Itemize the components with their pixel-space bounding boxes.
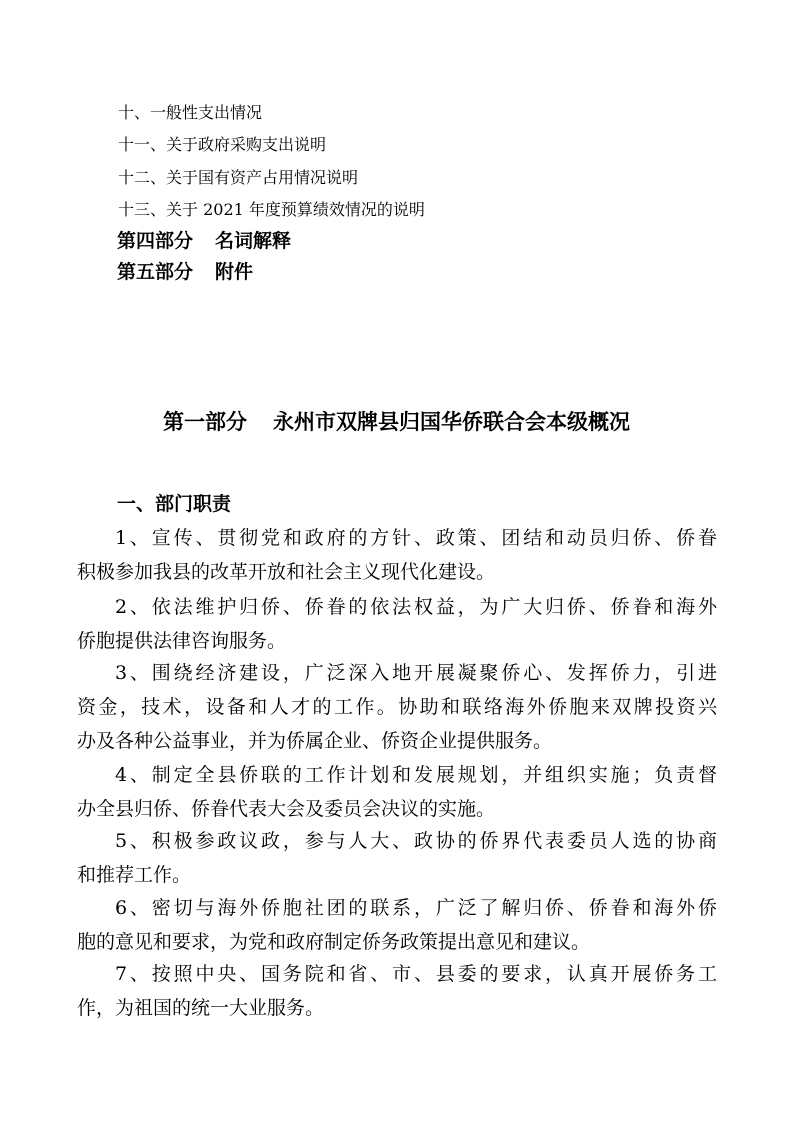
toc-item-general-expenditure[interactable]: 十、一般性支出情况 (118, 103, 263, 122)
duty-line: 和推荐工作。 (77, 864, 192, 886)
duty-line: 办及各种公益事业，并为侨属企业、侨资企业提供服务。 (77, 730, 553, 752)
duty-line: 侨胞提供法律咨询服务。 (77, 630, 287, 652)
toc-part-title: 名词解释 (215, 230, 292, 252)
duty-line: 3、围绕经济建设，广泛深入地开展凝聚侨心、发挥侨力，引进 (115, 662, 717, 684)
toc-item-state-assets[interactable]: 十二、关于国有资产占用情况说明 (118, 168, 359, 187)
duty-line: 积极参加我县的改革开放和社会主义现代化建设。 (77, 561, 496, 583)
part-one-title (0, 407, 793, 437)
part-heading: 永州市双牌县归国华侨联合会本级概况 (273, 410, 630, 434)
duty-paragraph (77, 521, 717, 589)
duty-line: 胞的意见和要求，为党和政府制定侨务政策提出意见和建议。 (77, 931, 591, 953)
toc-part-four[interactable] (117, 229, 291, 253)
section-heading-department-duties: 一、部门职责 (117, 493, 232, 515)
duty-paragraph (77, 656, 717, 758)
duty-line: 4、制定全县侨联的工作计划和发展规划，并组织实施；负责督 (115, 764, 717, 786)
duty-paragraph (77, 824, 717, 892)
duty-line: 1、宣传、贯彻党和政府的方针、政策、团结和动员归侨、侨眷 (115, 527, 717, 549)
toc-item-government-procurement[interactable]: 十一、关于政府采购支出说明 (118, 135, 327, 154)
duty-line: 2、依法维护归侨、侨眷的依法权益，为广大归侨、侨眷和海外 (115, 596, 717, 618)
toc-part-five[interactable] (117, 260, 253, 284)
toc-part-number: 第五部分 (117, 261, 194, 283)
toc-part-title: 附件 (215, 261, 254, 283)
duty-paragraph (77, 957, 717, 1025)
duty-paragraph (77, 590, 717, 658)
toc-item-performance-2021[interactable]: 十三、关于 2021 年度预算绩效情况的说明 (118, 200, 425, 219)
toc-part-number: 第四部分 (117, 230, 194, 252)
duty-line: 作，为祖国的统一大业服务。 (77, 997, 325, 1019)
duty-line: 7、按照中央、国务院和省、市、县委的要求，认真开展侨务工 (115, 963, 717, 985)
duty-line: 5、积极参政议政，参与人大、政协的侨界代表委员人选的协商 (115, 830, 717, 852)
part-number: 第一部分 (163, 410, 247, 434)
duty-line: 资金，技术，设备和人才的工作。协助和联络海外侨胞来双牌投资兴 (77, 696, 717, 718)
duty-line: 办全县归侨、侨眷代表大会及委员会决议的实施。 (77, 798, 496, 820)
duty-paragraph (77, 891, 717, 959)
duty-line: 6、密切与海外侨胞社团的联系，广泛了解归侨、侨眷和海外侨 (115, 897, 717, 919)
duty-paragraph (77, 758, 717, 826)
